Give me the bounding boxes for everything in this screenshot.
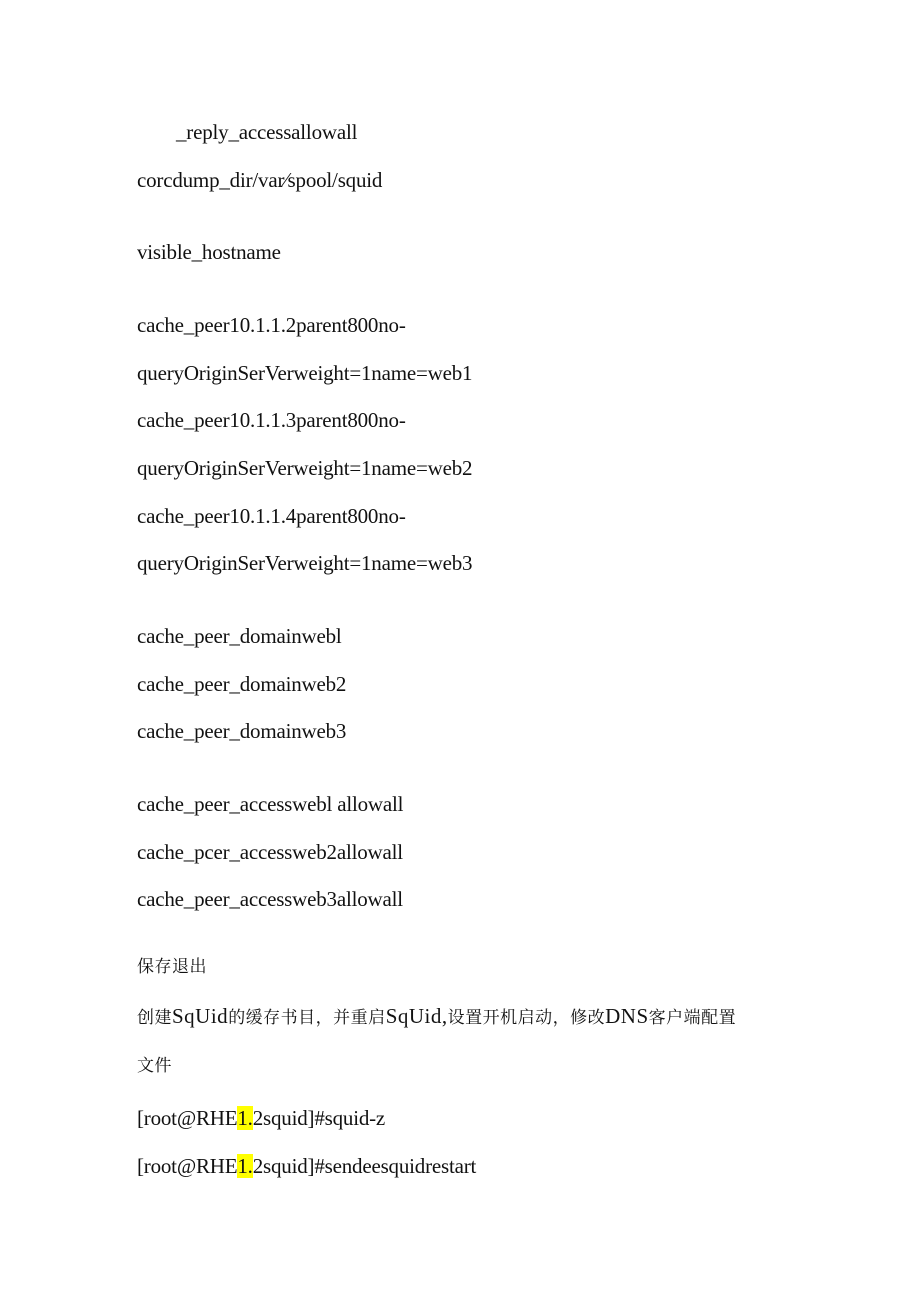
- config-line-peer-domain-3: cache_peer_domainweb3: [137, 719, 347, 743]
- config-line-coredump-dir: corcdump_dir/var⁄spool/squid: [137, 168, 383, 192]
- prompt-prefix: [root@RHE: [137, 1154, 238, 1178]
- config-line-cache-peer-1b: queryOriginSerVerweight=1name=web1: [137, 361, 473, 385]
- command-text: 2squid]#sendeesquidrestart: [252, 1154, 477, 1178]
- config-line-peer-access-2: cache_pcer_accessweb2allowall: [137, 840, 403, 864]
- command-line-restart: [137, 1156, 476, 1177]
- config-line-reply-access: _reply_accessallowall: [176, 120, 358, 144]
- instruction-text-7: 客户端配置: [648, 1008, 737, 1028]
- instruction-text-3: 的缓存书目，并重启: [228, 1008, 386, 1028]
- command-text: 2squid]#squid-z: [252, 1106, 386, 1130]
- config-line-cache-peer-3a: cache_peer10.1.1.4parent800no-: [137, 504, 406, 528]
- instruction-text-5: 设置开机启动，修改: [447, 1008, 606, 1028]
- config-line-cache-peer-3b: queryOriginSerVerweight=1name=web3: [137, 551, 473, 575]
- prompt-prefix: [root@RHE: [137, 1106, 238, 1130]
- instruction-save-exit: 保存退出: [137, 957, 207, 977]
- instruction-paragraph-cont: 文件: [137, 1056, 172, 1076]
- config-line-cache-peer-1a: cache_peer10.1.1.2parent800no-: [137, 313, 406, 337]
- config-line-visible-hostname: visible_hostname: [137, 240, 281, 264]
- config-line-peer-domain-2: cache_peer_domainweb2: [137, 672, 347, 696]
- instruction-text-4: SqUid,: [385, 1004, 448, 1028]
- command-line-squid-z: [137, 1108, 385, 1129]
- instruction-text-2: SqUid: [172, 1004, 229, 1028]
- config-line-cache-peer-2b: queryOriginSerVerweight=1name=web2: [137, 456, 473, 480]
- instruction-paragraph: [137, 1006, 736, 1027]
- config-line-cache-peer-2a: cache_peer10.1.1.3parent800no-: [137, 408, 406, 432]
- highlighted-text: 1.: [237, 1154, 253, 1178]
- instruction-text-6: DNS: [605, 1004, 649, 1028]
- instruction-text-1: 创建: [137, 1008, 172, 1028]
- config-line-peer-access-1: cache_peer_accesswebl allowall: [137, 792, 404, 816]
- config-line-peer-access-3: cache_peer_accessweb3allowall: [137, 887, 403, 911]
- config-line-peer-domain-1: cache_peer_domainwebl: [137, 624, 342, 648]
- highlighted-text: 1.: [237, 1106, 253, 1130]
